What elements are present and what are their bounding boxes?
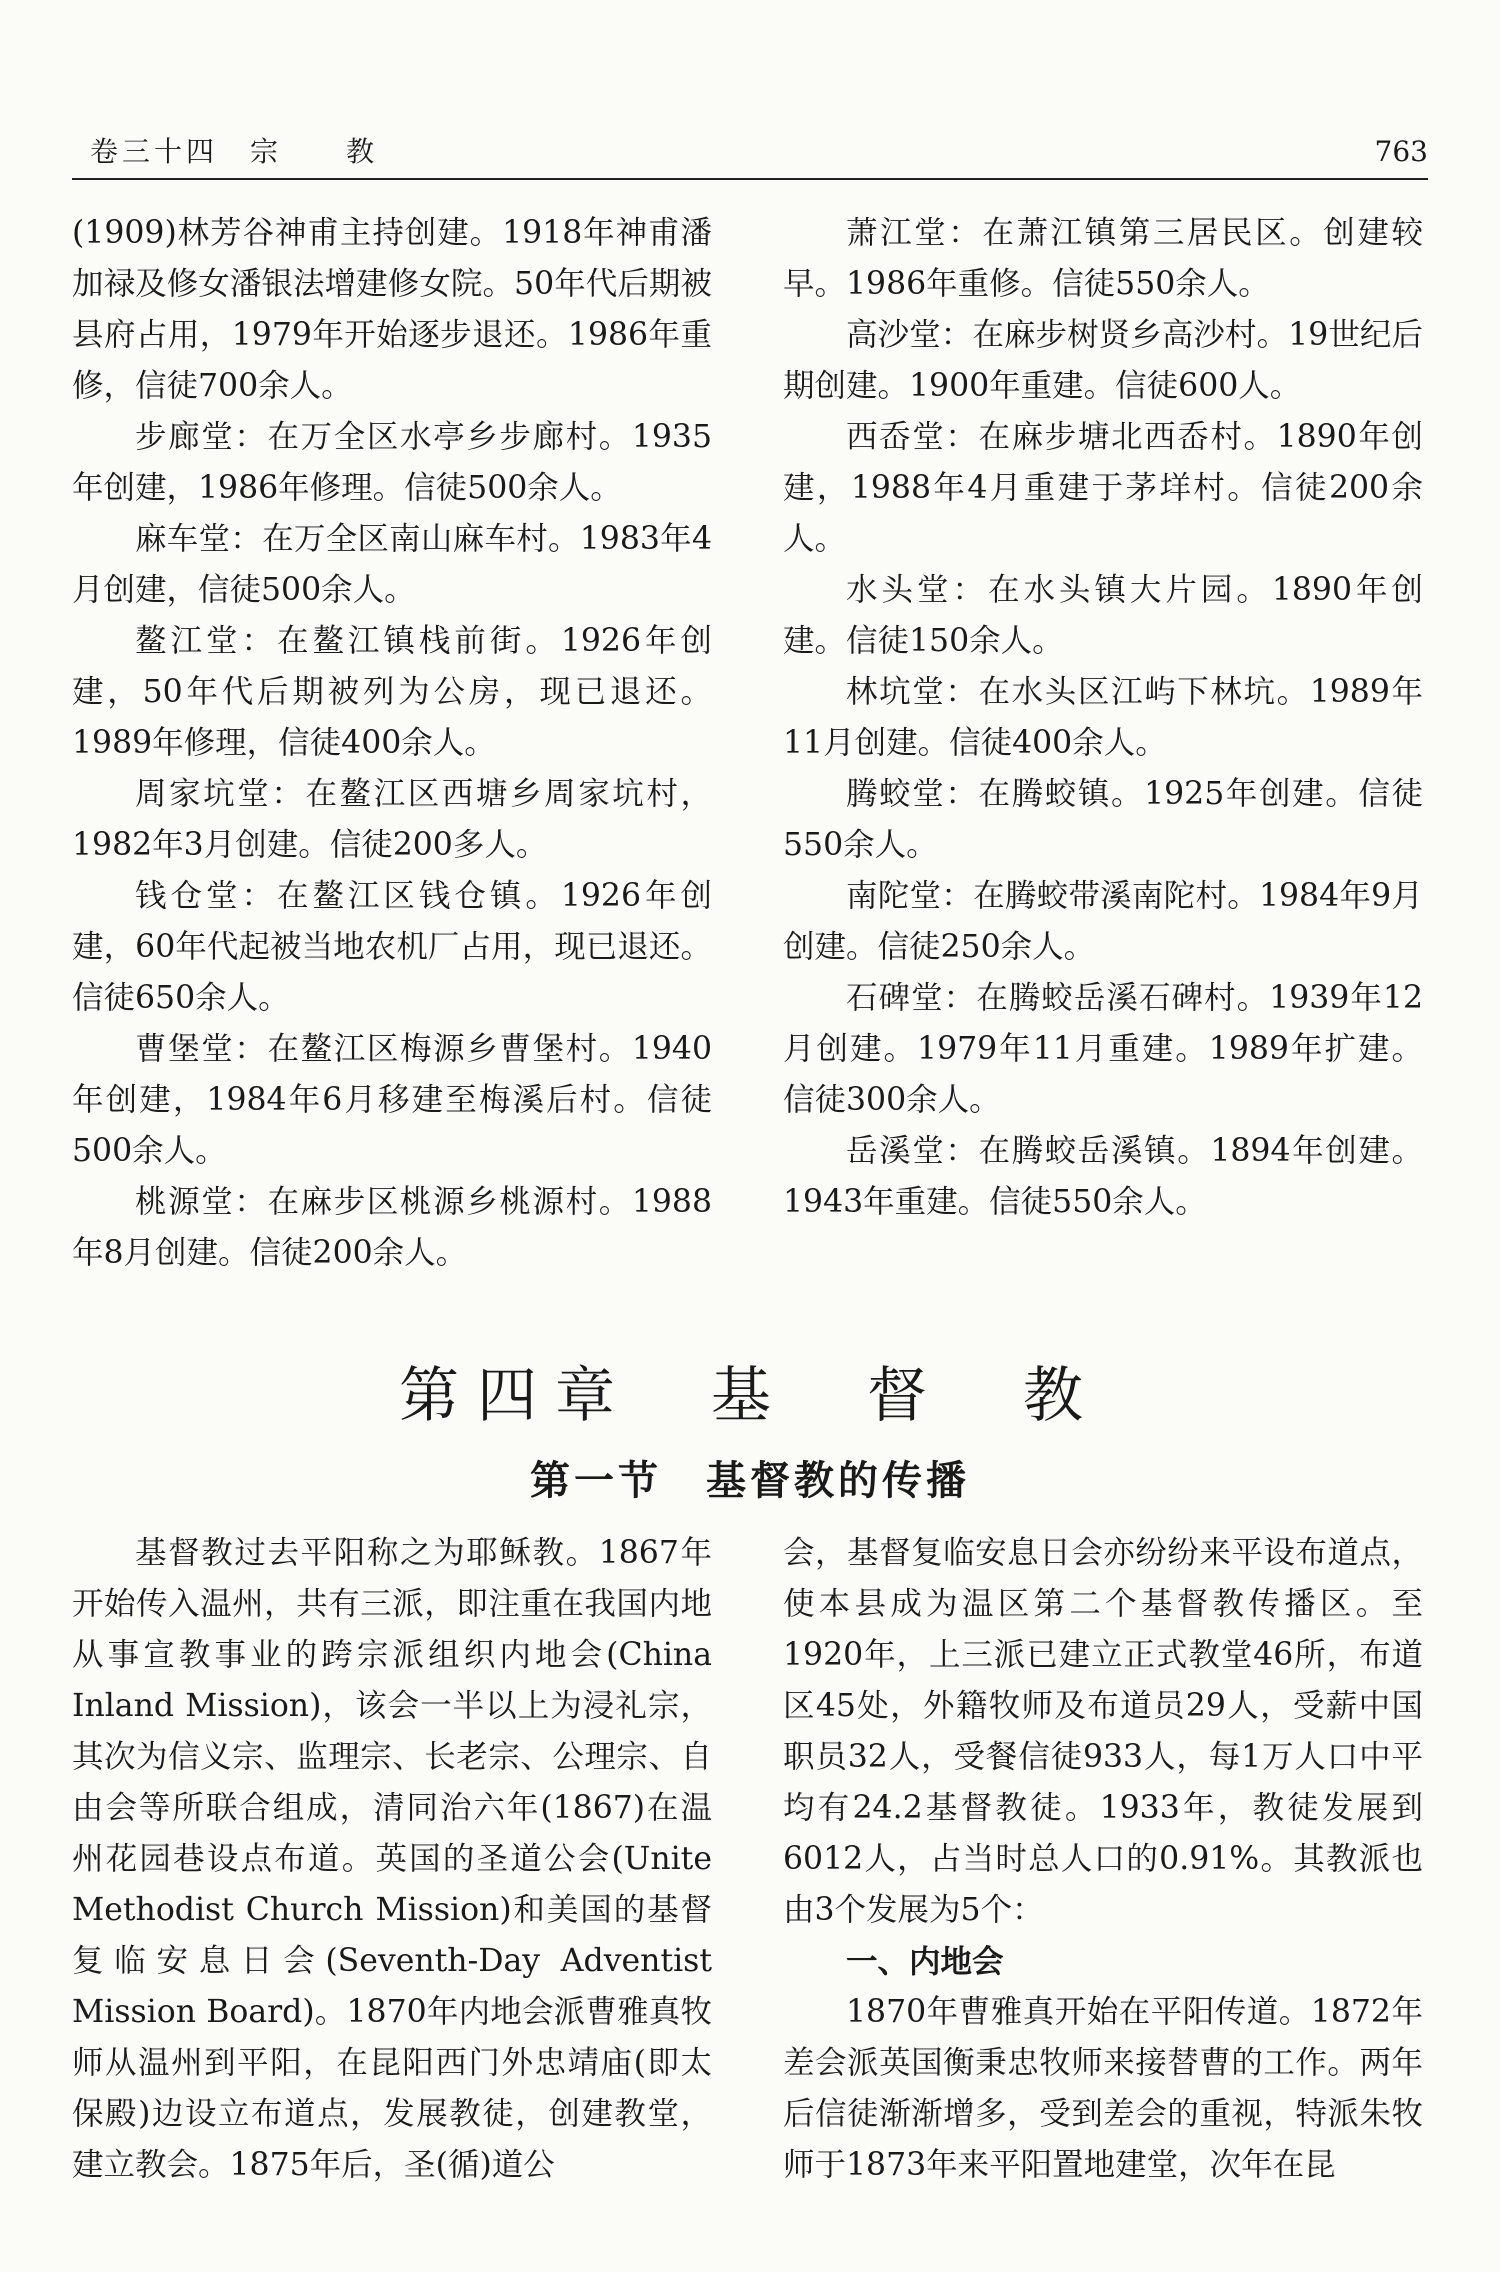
top-left-column [72, 208, 712, 1279]
paragraph: 曹堡堂：在鳌江区梅源乡曹堡村。1940年创建，1984年6月移建至梅溪后村。信徒500余人。 [72, 1031, 712, 1169]
bottom-left-column [72, 1528, 712, 2191]
paragraph: 林坑堂：在水头区江屿下林坑。1989年11月创建。信徒400余人。 [783, 674, 1423, 761]
paragraph: 南陀堂：在腾蛟带溪南陀村。1984年9月创建。信徒250余人。 [783, 878, 1423, 965]
paragraph: 会，基督复临安息日会亦纷纷来平设布道点，使本县成为温区第二个基督教传播区。至1920年，上三派已建立正式教堂46所，布道区45处，外籍牧师及布道员29人，受薪中国职员32人，受餐信徒933人，每1万人口中平均有24.2基督教徒。1933年，教徒发展到6012人，占当时总人口的0.91%。其教派也由3个发展为5个： [783, 1535, 1423, 1928]
top-right-column [783, 208, 1423, 1228]
page-number: 763 [1374, 135, 1428, 168]
chapter-title: 第四章 基 督 教 [399, 1361, 1101, 1432]
paragraph: 萧江堂：在萧江镇第三居民区。创建较早。1986年重修。信徒550余人。 [783, 215, 1423, 302]
subsection-heading: 一、内地会 [846, 1943, 1004, 1980]
paragraph: 西岙堂：在麻步塘北西岙村。1890年创建，1988年4月重建于茅垟村。信徒200余人。 [783, 419, 1423, 557]
section-title: 第一节 基督教的传播 [530, 1457, 970, 1505]
paragraph: 腾蛟堂：在腾蛟镇。1925年创建。信徒550余人。 [783, 776, 1423, 863]
paragraph: 桃源堂：在麻步区桃源乡桃源村。1988年8月创建。信徒200余人。 [72, 1184, 712, 1271]
paragraph: 石碑堂：在腾蛟岳溪石碑村。1939年12月创建。1979年11月重建。1989年扩建。信徒300余人。 [783, 980, 1423, 1118]
paragraph: 高沙堂：在麻步树贤乡高沙村。19世纪后期创建。1900年重建。信徒600人。 [783, 317, 1423, 404]
paragraph: 基督教过去平阳称之为耶稣教。1867年开始传入温州，共有三派，即注重在我国内地从事宣教事业的跨宗派组织内地会(China Inland Mission)，该会一半以上为浸礼宗，其次为信义宗、监理宗、长老宗、公理宗、自由会等所联合组成，清同治六年(1867)在温州花园巷设点布道。英国的圣道公会(Unite Methodist Church Mission)和美国的基督复临安息日会(Seventh-Day Adventist Mission Board)。1870年内地会派曹雅真牧师从温州到平阳，在昆阳西门外忠靖庙(即太保殿)边设立布道点，发展教徒，创建教堂，建立教会。1875年后，圣(循)道公 [72, 1535, 712, 2183]
paragraph: 鳌江堂：在鳌江镇栈前街。1926年创建，50年代后期被列为公房，现已退还。1989年修理，信徒400余人。 [72, 623, 712, 761]
paragraph: 麻车堂：在万全区南山麻车村。1983年4月创建，信徒500余人。 [72, 521, 712, 608]
paragraph: 钱仓堂：在鳌江区钱仓镇。1926年创建，60年代起被当地农机厂占用，现已退还。信徒650余人。 [72, 878, 712, 1016]
running-header [72, 130, 1428, 180]
paragraph: 步廊堂：在万全区水亭乡步廊村。1935年创建，1986年修理。信徒500余人。 [72, 419, 712, 506]
paragraph: 1870年曹雅真开始在平阳传道。1872年差会派英国衡秉忠牧师来接替曹的工作。两年后信徒渐渐增多，受到差会的重视，特派朱牧师于1873年来平阳置地建堂，次年在昆 [783, 1994, 1423, 2183]
bottom-right-column [783, 1528, 1423, 2191]
paragraph: 岳溪堂：在腾蛟岳溪镇。1894年创建。1943年重建。信徒550余人。 [783, 1133, 1423, 1220]
paragraph: (1909)林芳谷神甫主持创建。1918年神甫潘加禄及修女潘银法增建修女院。50年代后期被县府占用，1979年开始逐步退还。1986年重修，信徒700余人。 [72, 215, 712, 404]
header-title: 卷三十四 宗 教 [90, 135, 379, 168]
paragraph: 水头堂：在水头镇大片园。1890年创建。信徒150余人。 [783, 572, 1423, 659]
paragraph: 周家坑堂：在鳌江区西塘乡周家坑村，1982年3月创建。信徒200多人。 [72, 776, 712, 863]
